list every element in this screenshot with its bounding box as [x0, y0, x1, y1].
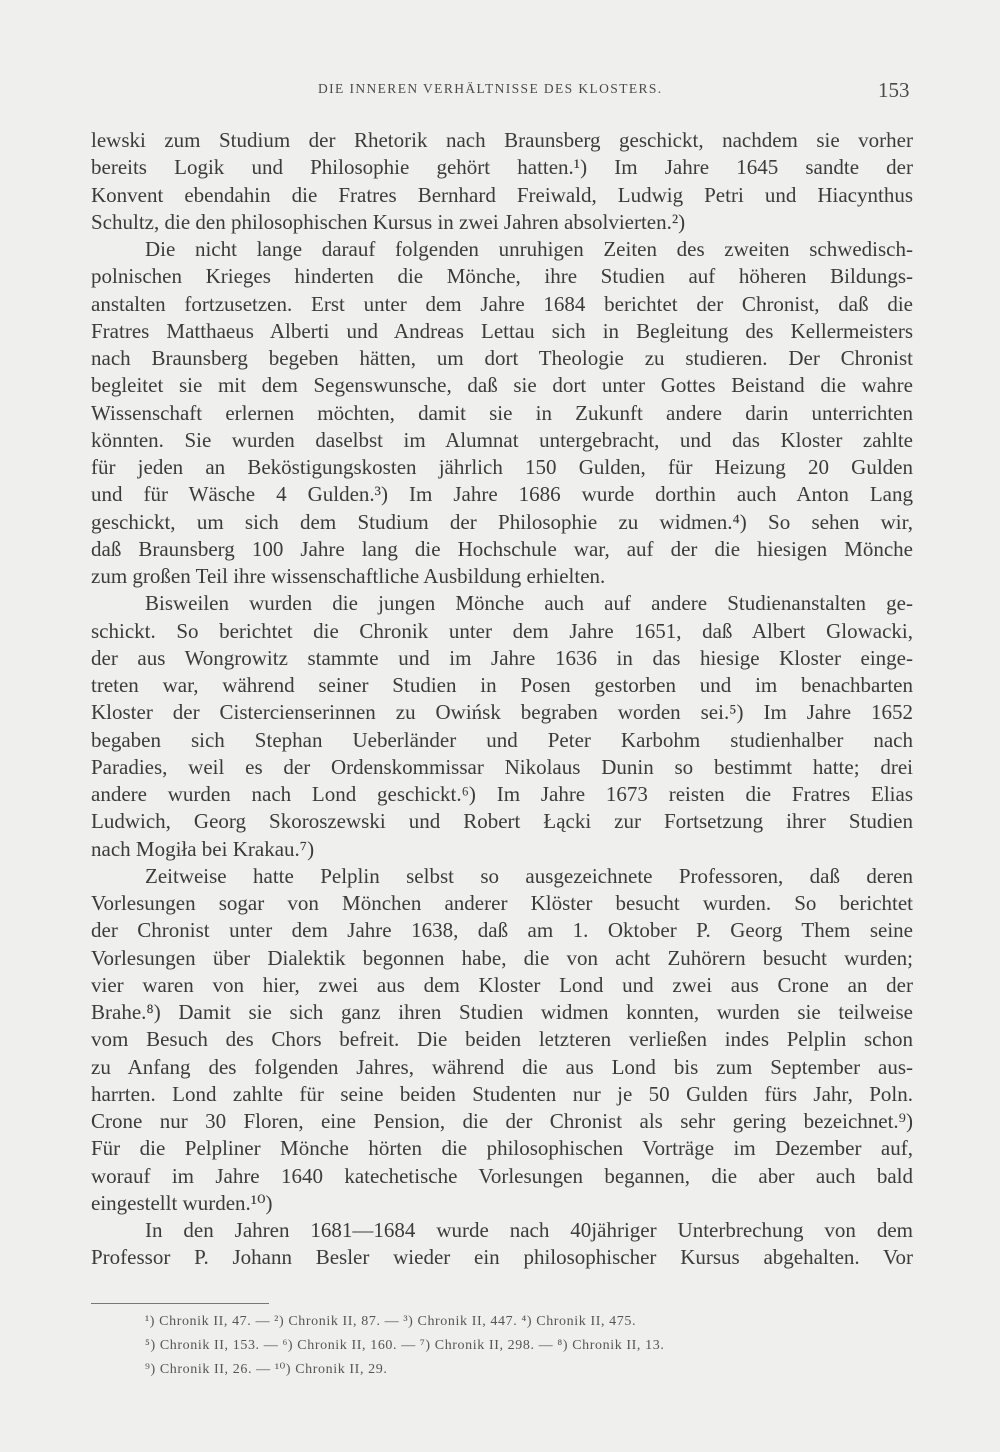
text-line: bereits Logik und Philosophie gehört hatten.¹) Im Jahre 1645 sandte der: [91, 155, 913, 180]
text-line: zum großen Teil ihre wissenschaftliche Ausbildung erhielten.: [91, 564, 606, 588]
text-line: begaben sich Stephan Ueberländer und Peter Karbohm studienhalber nach: [91, 727, 913, 752]
text-line: Zeitweise hatte Pelplin selbst so ausgezeichnete Professoren, daß deren: [145, 863, 913, 888]
text-line: begleitet sie mit dem Segenswunsche, daß sie dort unter Gottes Beistand die wahre: [91, 373, 913, 398]
text-line: Professor P. Johann Besler wieder ein philosophischer Kursus abgehalten. Vor: [91, 1245, 913, 1270]
text-line: polnischen Krieges hinderten die Mönche, ihre Studien auf höheren Bildungs-: [91, 264, 913, 289]
running-title: DIE INNEREN VERHÄLTNISSE DES KLOSTERS.: [318, 81, 663, 96]
text-line: daß Braunsberg 100 Jahre lang die Hochschule war, auf der die hiesigen Mönche: [91, 536, 913, 561]
footnote-line: ⁹) Chronik II, 26. — ¹⁰) Chronik II, 29.: [145, 1362, 388, 1377]
text-line: der aus Wongrowitz stammte und im Jahre 1636 in das hiesige Kloster einge-: [91, 645, 913, 670]
text-line: vom Besuch des Chors befreit. Die beiden letzteren verließen indes Pelplin schon: [91, 1027, 913, 1052]
text-line: geschickt, um sich dem Studium der Philosophie zu widmen.⁴) So sehen wir,: [91, 509, 913, 534]
text-line: und für Wäsche 4 Gulden.³) Im Jahre 1686 wurde dorthin auch Anton Lang: [91, 482, 913, 507]
text-line: zu Anfang des folgenden Jahres, während die aus Lond bis zum September aus-: [91, 1054, 913, 1079]
text-line: Ludwich, Georg Skoroszewski und Robert Łącki zur Fortsetzung ihrer Studien: [91, 809, 913, 834]
text-line: Konvent ebendahin die Fratres Bernhard Freiwald, Ludwig Petri und Hiacynthus: [91, 182, 913, 207]
text-line: Crone nur 30 Floren, eine Pension, die der Chronist als sehr gering bezeichnet.⁹): [91, 1109, 913, 1133]
text-line: für jeden an Beköstigungskosten jährlich 150 Gulden, für Heizung 20 Gulden: [91, 455, 913, 479]
text-line: treten war, während seiner Studien in Posen gestorben und im benachbarten: [91, 673, 913, 697]
running-head: [0, 78, 1000, 102]
text-line: harrten. Lond zahlte für seine beiden Studenten nur je 50 Gulden fürs Jahr, Poln.: [91, 1081, 913, 1106]
footnote-line: ¹) Chronik II, 47. — ²) Chronik II, 87. — ³) Chronik II, 447. ⁴) Chronik II, 475.: [145, 1314, 637, 1329]
text-line: andere wurden nach Lond geschickt.⁶) Im Jahre 1673 reisten die Fratres Elias: [91, 782, 913, 806]
text-line: schickt. So berichtet die Chronik unter dem Jahre 1651, daß Albert Glowacki,: [91, 618, 913, 643]
text-line: lewski zum Studium der Rhetorik nach Braunsberg geschickt, nachdem sie vorher: [91, 128, 913, 152]
text-line: Wissenschaft erlernen möchten, damit sie in Zukunft andere darin unterrichten: [91, 400, 913, 425]
text-line: Brahe.⁸) Damit sie sich ganz ihren Studien widmen konnten, wurden sie teilweise: [91, 1000, 913, 1024]
text-line: Für die Pelpliner Mönche hörten die philosophischen Vorträge im Dezember auf,: [91, 1136, 913, 1161]
text-line: Fratres Matthaeus Alberti und Andreas Lettau sich in Begleitung des Kellermeisters: [91, 318, 913, 343]
body-text: [91, 127, 913, 1272]
text-line: könnten. Sie wurden daselbst im Alumnat untergebracht, und das Kloster zahlte: [91, 427, 913, 452]
footnotes: [145, 1310, 905, 1382]
text-line: nach Braunsberg begeben hätten, um dort Theologie zu studieren. Der Chronist: [91, 346, 913, 370]
page-number: 153: [878, 78, 910, 102]
text-line: Schultz, die den philosophischen Kursus in zwei Jahren absolvierten.²): [91, 209, 686, 234]
text-line: Die nicht lange darauf folgenden unruhigen Zeiten des zweiten schwedisch-: [145, 237, 913, 261]
text-line: anstalten fortzusetzen. Erst unter dem Jahre 1684 berichtet der Chronist, daß die: [91, 291, 913, 316]
text-line: nach Mogiła bei Krakau.⁷): [91, 836, 315, 861]
text-line: In den Jahren 1681—1684 wurde nach 40jähriger Unterbrechung von dem: [145, 1218, 913, 1242]
text-line: Vorlesungen über Dialektik begonnen habe, die von acht Zuhörern besucht wurden;: [91, 945, 913, 970]
footnote-line: ⁵) Chronik II, 153. — ⁶) Chronik II, 160. — ⁷) Chronik II, 298. — ⁸) Chronik II, 13.: [145, 1338, 665, 1353]
text-line: Paradies, weil es der Ordenskommissar Nikolaus Dunin so bestimmt hatte; drei: [91, 754, 913, 779]
text-line: der Chronist unter dem Jahre 1638, daß am 1. Oktober P. Georg Them seine: [91, 918, 913, 943]
text-line: Vorlesungen sogar von Mönchen anderer Klöster besucht wurden. So berichtet: [91, 891, 913, 915]
text-line: worauf im Jahre 1640 katechetische Vorlesungen begannen, die aber auch bald: [91, 1163, 913, 1188]
text-line: vier waren von hier, zwei aus dem Kloster Lond und zwei aus Crone an der: [91, 972, 913, 997]
text-line: Bisweilen wurden die jungen Mönche auch auf andere Studienanstalten ge-: [145, 591, 913, 616]
text-line: Kloster der Cistercienserinnen zu Owińsk begraben worden sei.⁵) Im Jahre 1652: [91, 700, 913, 725]
footnote-divider: [91, 1303, 269, 1304]
text-line: eingestellt wurden.¹⁰): [91, 1190, 273, 1215]
